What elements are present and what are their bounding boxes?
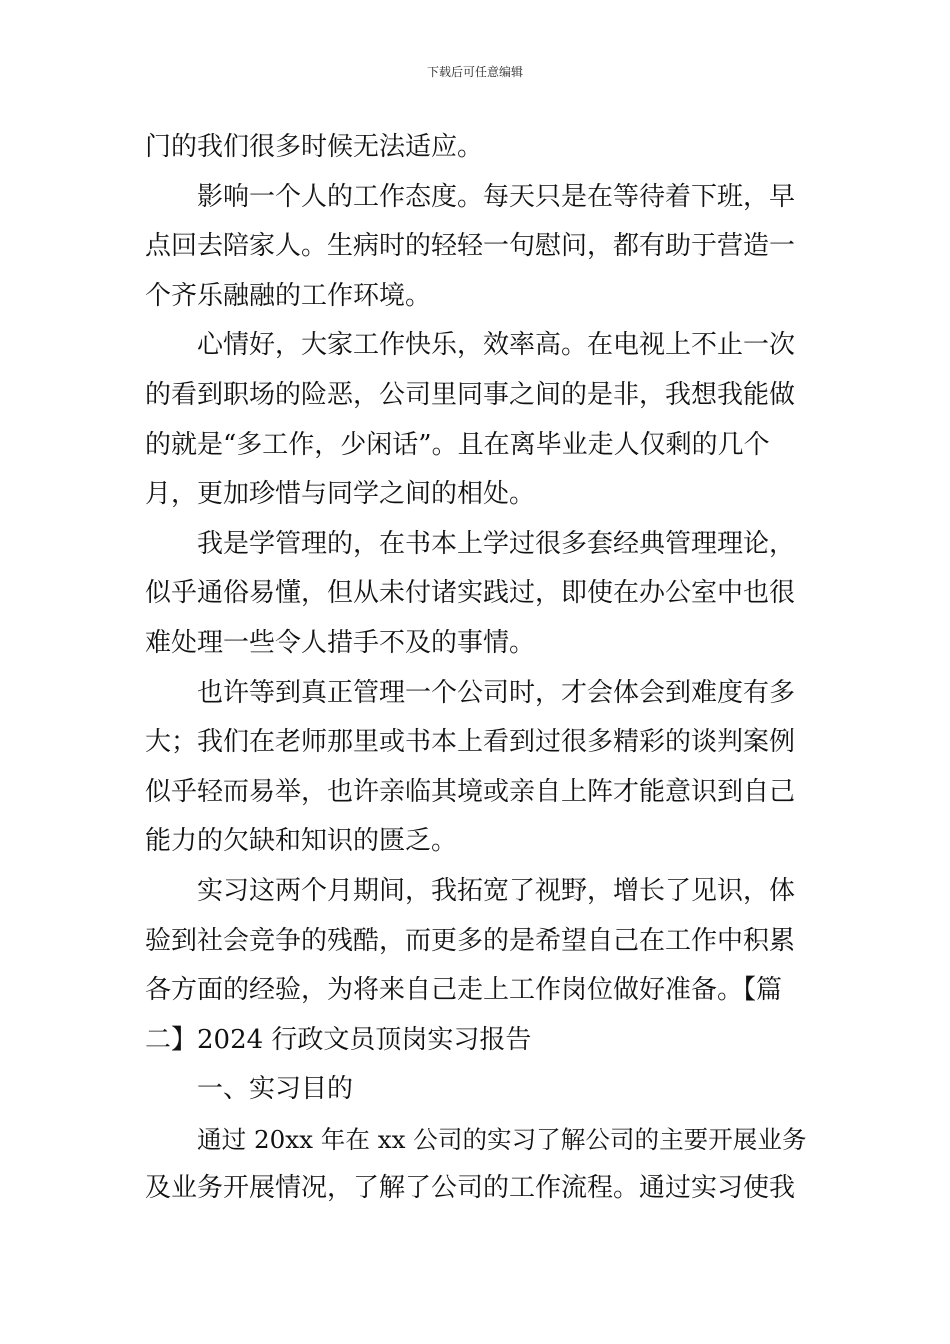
text-line: 心情好，大家工作快乐，效率高。在电视上不止一次 bbox=[197, 330, 796, 361]
text-line: 个齐乐融融的工作环境。 bbox=[145, 280, 432, 311]
text-line: 各方面的经验，为将来自己走上工作岗位做好准备。【篇 bbox=[145, 975, 783, 1006]
text-line: 也许等到真正管理一个公司时，才会体会到难度有多 bbox=[197, 677, 796, 708]
text-line: 似乎通俗易懂，但从未付诸实践过，即使在办公室中也很 bbox=[145, 578, 796, 609]
page-header-note: 下载后可任意编辑 bbox=[426, 65, 523, 79]
text-line: 的就是“多工作，少闲话”。且在离毕业走人仅剩的几个 bbox=[145, 429, 770, 460]
text-line: 大；我们在老师那里或书本上看到过很多精彩的谈判案例 bbox=[145, 727, 796, 758]
subheading-line: 一、实习目的 bbox=[197, 1074, 354, 1105]
text-line: 点回去陪家人。生病时的轻轻一句慰问，都有助于营造一 bbox=[145, 231, 796, 262]
text-line: 能力的欠缺和知识的匮乏。 bbox=[145, 826, 458, 857]
section-heading-line: 二】2024 行政文员顶岗实习报告 bbox=[145, 1024, 532, 1055]
text-line: 验到社会竞争的残酷，而更多的是希望自己在工作中积累 bbox=[145, 925, 796, 956]
text-line: 影响一个人的工作态度。每天只是在等待着下班，早 bbox=[197, 181, 796, 212]
text-line: 通过 20xx 年在 xx 公司的实习了解公司的主要开展业务 bbox=[197, 1124, 807, 1154]
text-line: 难处理一些令人措手不及的事情。 bbox=[145, 627, 536, 658]
text-line: 的看到职场的险恶，公司里同事之间的是非，我想我能做 bbox=[145, 379, 796, 410]
text-line: 我是学管理的，在书本上学过很多套经典管理理论， bbox=[197, 528, 796, 559]
document-body bbox=[145, 123, 807, 1214]
text-line: 及业务开展情况，了解了公司的工作流程。通过实习使我 bbox=[145, 1173, 796, 1204]
text-line: 实习这两个月期间，我拓宽了视野，增长了见识，体 bbox=[197, 875, 796, 906]
text-line: 门的我们很多时候无法适应。 bbox=[145, 132, 484, 162]
text-line: 似乎轻而易举，也许亲临其境或亲自上阵才能意识到自己 bbox=[145, 776, 796, 807]
text-line: 月，更加珍惜与同学之间的相处。 bbox=[145, 479, 536, 510]
